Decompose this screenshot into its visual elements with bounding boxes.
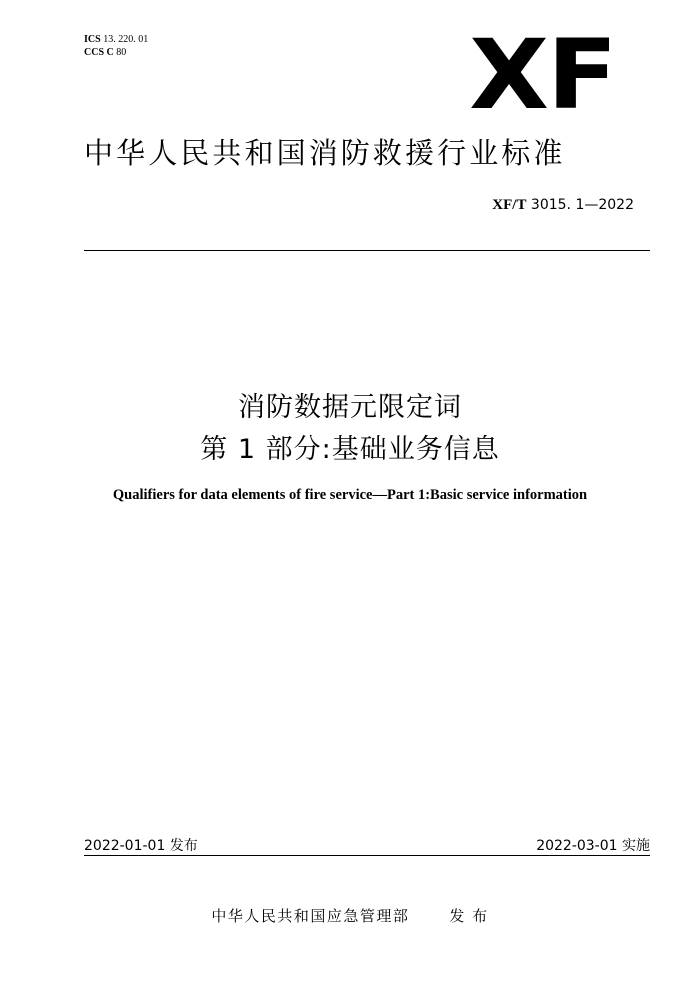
standard-number-value: 3015. 1—2022 — [530, 197, 634, 213]
xf-logo: XF — [469, 19, 616, 131]
implementation-date: 2022-03-01 实施 — [536, 838, 650, 854]
header-divider — [84, 250, 650, 251]
ccs-value: 80 — [116, 47, 127, 58]
standard-prefix: XF/T — [492, 197, 527, 213]
issuer-action: 发 布 — [449, 907, 489, 925]
ccs-label: CCS C — [84, 47, 114, 58]
ccs-code — [84, 46, 148, 59]
document-title-en: Qualifiers for data elements of fire service—Part 1:Basic service information — [112, 487, 588, 503]
document-title-cn-line2: 第 1 部分:基础业务信息 — [200, 434, 500, 465]
footer-divider — [84, 855, 650, 856]
ics-label: ICS — [84, 34, 101, 45]
classification-codes — [84, 33, 148, 59]
ics-value: 13. 220. 01 — [103, 34, 149, 45]
ics-code — [84, 33, 148, 46]
issuing-authority — [0, 905, 700, 926]
standard-category-title: 中华人民共和国消防救援行业标准 — [84, 136, 566, 170]
issuer-name: 中华人民共和国应急管理部 — [211, 907, 410, 925]
release-date: 2022-01-01 发布 — [84, 838, 198, 854]
standard-number — [492, 197, 634, 214]
document-title-cn-line1: 消防数据元限定词 — [238, 392, 462, 423]
